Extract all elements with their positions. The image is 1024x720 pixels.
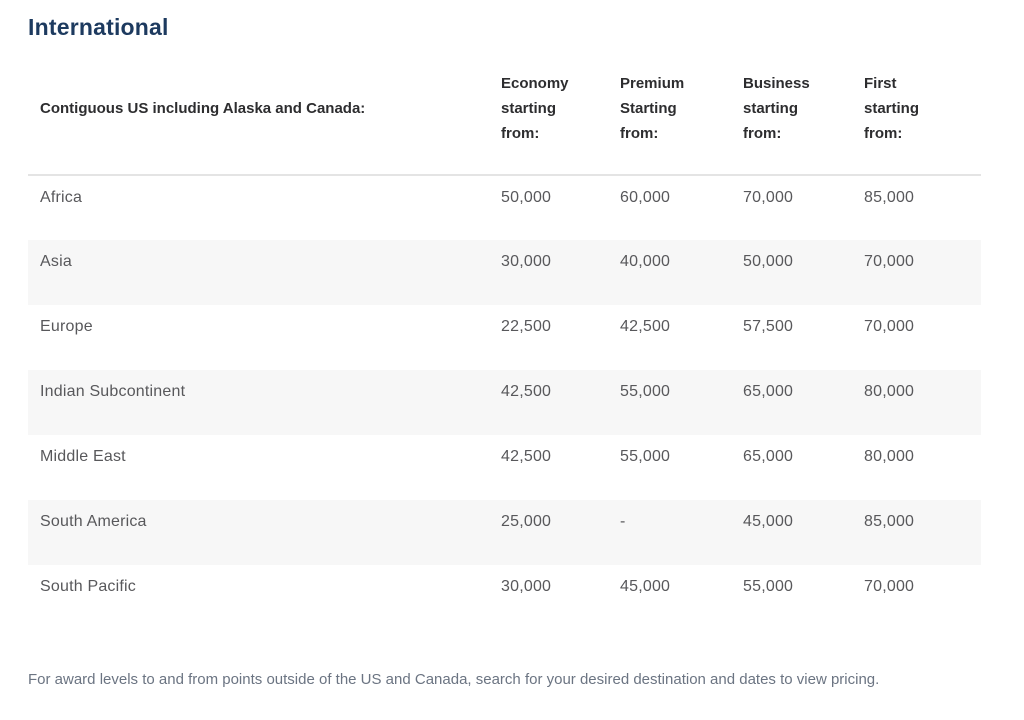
value-cell: 45,000	[620, 578, 671, 595]
column-header-first-label: First starting from:	[864, 74, 920, 142]
column-header-economy	[501, 42, 620, 175]
value-cell: 57,500	[743, 318, 794, 335]
table-row	[28, 435, 981, 500]
column-header-premium	[620, 42, 743, 175]
value-cell: 30,000	[501, 578, 552, 595]
value-cell: 65,000	[743, 448, 794, 465]
table-row	[28, 175, 981, 240]
value-cell: 42,500	[620, 318, 671, 335]
region-cell: Africa	[40, 189, 83, 206]
column-header-region: Contiguous US including Alaska and Canada:	[28, 42, 501, 175]
value-cell: 42,500	[501, 448, 552, 465]
value-cell: 42,500	[501, 383, 552, 400]
value-cell: 40,000	[620, 253, 671, 270]
value-cell: 30,000	[501, 253, 552, 270]
table-row	[28, 565, 981, 630]
column-header-first	[864, 42, 981, 175]
region-cell: Indian Subcontinent	[40, 383, 186, 400]
value-cell: 85,000	[864, 189, 915, 206]
value-cell: 55,000	[743, 578, 794, 595]
value-cell: 50,000	[743, 253, 794, 270]
table-row	[28, 500, 981, 565]
value-cell: 80,000	[864, 448, 915, 465]
footnote-text: For award levels to and from points outside of the US and Canada, search for your desired destination and dates to view pricing.	[28, 671, 880, 688]
value-cell: 80,000	[864, 383, 915, 400]
value-cell: 70,000	[864, 578, 915, 595]
value-cell: 70,000	[864, 253, 915, 270]
value-cell: 55,000	[620, 383, 671, 400]
value-cell: 85,000	[864, 513, 915, 530]
region-cell: Europe	[40, 318, 93, 335]
value-cell: -	[620, 513, 626, 530]
value-cell: 60,000	[620, 189, 671, 206]
value-cell: 25,000	[501, 513, 552, 530]
table-row	[28, 240, 981, 305]
region-cell: South America	[40, 513, 147, 530]
value-cell: 65,000	[743, 383, 794, 400]
table-row	[28, 370, 981, 435]
table-header-row	[28, 42, 981, 175]
region-cell: South Pacific	[40, 578, 136, 595]
region-cell: Asia	[40, 253, 72, 270]
column-header-economy-label: Economy starting from:	[501, 74, 569, 142]
page-container	[28, 0, 981, 690]
value-cell: 45,000	[743, 513, 794, 530]
value-cell: 50,000	[501, 189, 552, 206]
table-row	[28, 305, 981, 370]
column-header-business-label: Business starting from:	[743, 74, 810, 142]
page-title: International	[28, 14, 169, 40]
award-table-body	[28, 175, 981, 630]
international-award-table	[28, 42, 981, 630]
value-cell: 55,000	[620, 448, 671, 465]
value-cell: 70,000	[743, 189, 794, 206]
column-header-premium-label: Premium Starting from:	[620, 74, 685, 142]
value-cell: 70,000	[864, 318, 915, 335]
value-cell: 22,500	[501, 318, 552, 335]
column-header-business	[743, 42, 864, 175]
region-cell: Middle East	[40, 448, 126, 465]
